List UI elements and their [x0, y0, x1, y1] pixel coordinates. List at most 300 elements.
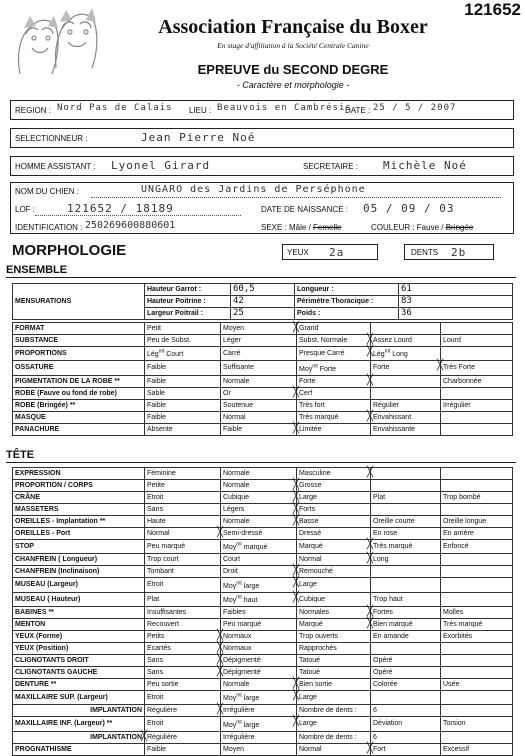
tete-row-label: MENTON	[13, 618, 145, 630]
ensemble-option-cell[interactable]: Moyen	[221, 323, 297, 335]
dents-label: DENTS	[411, 248, 439, 257]
tete-row-label: CLIGNOTANTS GAUCHE	[13, 666, 145, 678]
tete-option-cell[interactable]: Dressé	[297, 528, 371, 540]
check-mark-icon: ╳	[367, 553, 374, 565]
tete-option-cell[interactable]	[441, 578, 513, 592]
tete-option-cell[interactable]	[371, 480, 441, 492]
ensemble-option-cell[interactable]: Sable	[145, 387, 221, 399]
tete-option-cell[interactable]: Plat	[145, 592, 221, 606]
ensemble-option-cell[interactable]: Forte	[297, 375, 371, 387]
tete-row-label: CRÂNE	[13, 492, 145, 504]
tete-row	[13, 666, 513, 678]
tete-option-cell[interactable]: Large ╳	[297, 717, 371, 731]
tete-option-cell[interactable]: Moy$^{mt}$ large	[221, 717, 297, 731]
tete-option-cell[interactable]: Nombre de dents :	[297, 705, 371, 717]
boxer-logo-icon	[12, 4, 104, 80]
tete-option-cell[interactable]: Normaux ╳	[221, 642, 297, 654]
tete-option-cell[interactable]: Féminine	[145, 468, 221, 480]
ensemble-option-cell[interactable]: Presque Carré	[297, 347, 371, 361]
tete-option-cell[interactable]: Etroit	[145, 492, 221, 504]
check-mark-icon: ╳	[293, 677, 300, 689]
secretaire-value[interactable]: Michèle Noé	[383, 159, 467, 172]
tete-row	[13, 678, 513, 690]
tete-option-cell[interactable]	[371, 504, 441, 516]
tete-option-cell[interactable]	[367, 467, 441, 480]
ensemble-option-cell[interactable]: Or	[221, 387, 297, 399]
tete-option-cell[interactable]: Recouvert	[145, 618, 221, 630]
tete-row-label: EXPRESSION	[13, 468, 145, 480]
check-mark-icon: ╳	[141, 730, 148, 742]
tete-row	[13, 578, 513, 592]
mensurations-label: MENSURATIONS	[13, 284, 145, 320]
tete-option-cell[interactable]: Fortes ╳	[371, 606, 441, 618]
tete-row-label: IMPLANTATION	[13, 705, 145, 717]
ensemble-option-cell[interactable]: Lourd	[441, 335, 513, 347]
identification-label: IDENTIFICATION :	[15, 223, 83, 232]
tete-option-cell[interactable]	[371, 566, 441, 578]
date-label: DATE :	[345, 106, 371, 115]
ensemble-option-cell[interactable]: Cerf ╳	[297, 387, 371, 399]
tete-row	[13, 528, 513, 540]
tete-option-cell[interactable]: Grosse ╳	[297, 480, 371, 492]
check-mark-icon: ╳	[293, 322, 300, 333]
tete-option-cell[interactable]: Opéré	[371, 666, 441, 678]
tete-row	[13, 654, 513, 666]
tete-row-label: PROPORTION / CORPS	[13, 480, 145, 492]
check-mark-icon: ╳	[217, 527, 224, 538]
tete-option-cell[interactable]	[441, 690, 513, 704]
tete-option-cell[interactable]: Etroit	[145, 717, 221, 731]
tete-option-cell[interactable]	[441, 654, 513, 666]
identification-value[interactable]: 250269600880601	[85, 220, 176, 231]
ensemble-option-cell[interactable]: Faible	[145, 361, 221, 375]
morphologie-title: MORPHOLOGIE	[12, 242, 127, 259]
check-mark-icon: ╳	[293, 479, 300, 490]
tete-option-cell[interactable]: Bien sortie ╳	[297, 678, 371, 690]
tete-option-cell[interactable]	[441, 705, 513, 717]
longueur-value[interactable]: 61	[399, 284, 513, 296]
ensemble-option-cell[interactable]: Très fort	[297, 399, 371, 411]
ensemble-option-cell[interactable]: Normale	[221, 375, 297, 387]
ensemble-option-cell[interactable]: Soutenue	[221, 399, 297, 411]
tete-option-cell[interactable]: Plat	[371, 492, 441, 504]
ensemble-option-cell[interactable]: Absente	[145, 423, 221, 435]
ensemble-row-label: OSSATURE	[13, 361, 145, 375]
tete-option-cell[interactable]: Etroit	[145, 578, 221, 592]
ensemble-option-cell[interactable]: Faible	[145, 411, 221, 423]
document-number: 121652	[464, 0, 521, 19]
ensemble-option-cell[interactable]: Irrégulier	[441, 399, 513, 411]
tete-option-cell[interactable]	[441, 480, 513, 492]
tete-row	[13, 516, 513, 528]
tete-option-cell[interactable]	[441, 731, 513, 743]
ensemble-row-label: PANACHURE	[13, 423, 145, 435]
dents-value[interactable]: 2b	[451, 246, 467, 259]
tete-option-cell[interactable]: Tombant	[145, 566, 221, 578]
tete-row-label: MUSEAU (Largeur)	[13, 578, 145, 592]
date-value[interactable]: 25 / 5 / 2007	[373, 103, 457, 113]
tete-option-cell[interactable]: Opéré	[371, 654, 441, 666]
tete-option-cell[interactable]: Moy$^{mt}$ haut	[221, 592, 297, 606]
nom-chien-value[interactable]: UNGARO des Jardins de Perséphone	[141, 184, 366, 195]
sexe-femelle-struck: Femelle	[313, 223, 342, 232]
tete-option-cell[interactable]: Faibles	[221, 606, 297, 618]
tete-option-cell[interactable]: Déviation	[371, 717, 441, 731]
tete-option-cell[interactable]: Petits	[145, 630, 221, 642]
tete-option-cell[interactable]: Moy$^{mt}$ large	[221, 578, 297, 592]
check-mark-icon: ╳	[293, 503, 300, 514]
ensemble-option-cell[interactable]	[441, 387, 513, 399]
ensemble-option-cell[interactable]: Faible	[145, 375, 221, 387]
ensemble-option-cell[interactable]: Moy$^{mt}$ Forte	[297, 361, 371, 375]
check-mark-icon: ╳	[367, 346, 374, 357]
ensemble-row	[13, 387, 513, 399]
ensemble-row	[13, 323, 513, 335]
exam-title: EPREUVE du SECOND DEGRE	[197, 62, 389, 77]
tete-option-cell[interactable]: Normale	[221, 468, 297, 480]
tete-option-cell[interactable]: Peu marqué	[221, 618, 297, 630]
tete-option-cell[interactable]: Cubique	[221, 492, 297, 504]
ensemble-row	[13, 335, 513, 347]
tete-heading: TÊTE	[6, 449, 35, 461]
mensurations-table	[12, 283, 513, 320]
hauteur-garrot-value[interactable]: 60,5	[231, 284, 295, 296]
tete-option-cell[interactable]: Long ╳	[371, 554, 441, 566]
ensemble-option-cell[interactable]: Lég$^{mt}$ Long ╳	[371, 347, 441, 361]
tete-option-cell[interactable]: Normaux ╳	[221, 630, 297, 642]
ensemble-option-cell[interactable]: Carré	[221, 347, 297, 361]
date-naissance-value[interactable]: 05 / 09 / 03	[363, 202, 455, 215]
perimetre-value[interactable]: 83	[399, 296, 513, 308]
tete-option-cell[interactable]	[441, 666, 513, 678]
tete-option-cell[interactable]: Normale	[221, 480, 297, 492]
tete-option-cell[interactable]: Basse ╳	[297, 516, 371, 528]
check-mark-icon: ╳	[293, 422, 300, 434]
tete-option-cell[interactable]: Large ╳	[297, 578, 371, 592]
check-mark-icon: ╳	[217, 665, 224, 677]
lieu-value[interactable]: Beauvois en Cambrésis	[217, 103, 352, 113]
ensemble-option-cell[interactable]: Forte	[371, 361, 441, 375]
tete-row	[13, 554, 513, 566]
tete-option-cell[interactable]: Bien marqué ╳	[371, 618, 441, 630]
tete-option-cell[interactable]: Sans	[145, 654, 221, 666]
exam-subtitle: - Caractère et morphologie -	[236, 80, 350, 90]
tete-row-label: OREILLES - Port	[13, 528, 145, 540]
tete-option-cell[interactable]: Normal	[297, 743, 371, 755]
tete-option-cell[interactable]: Molles	[441, 606, 513, 618]
ensemble-row	[13, 375, 513, 387]
tete-option-cell[interactable]	[371, 690, 441, 704]
tete-option-cell[interactable]	[441, 642, 513, 654]
tete-row-label: MASSETERS	[13, 504, 145, 516]
tete-option-cell[interactable]: Excessif	[441, 743, 513, 755]
tete-option-cell[interactable]: Etroit	[145, 690, 221, 704]
tete-option-cell[interactable]: En amande	[371, 630, 441, 642]
ensemble-option-cell[interactable]: Très marqué	[297, 411, 371, 423]
tete-option-cell[interactable]: Large ╳	[297, 492, 371, 504]
check-mark-icon: ╳	[293, 515, 300, 526]
tete-row	[13, 566, 513, 578]
ensemble-option-cell[interactable]: Peu de Subst.	[145, 335, 221, 347]
yeux-box	[282, 244, 378, 260]
tete-option-cell[interactable]: Torsion	[441, 717, 513, 731]
tete-option-cell[interactable]: Masculine	[297, 468, 371, 480]
tete-option-cell[interactable]: Fort ╳	[371, 743, 441, 755]
tete-option-cell[interactable]: Sans	[145, 504, 221, 516]
ensemble-row-label: ROBE (Fauve ou fond de robe)	[13, 387, 145, 399]
ensemble-option-cell[interactable]: Faible	[221, 423, 297, 435]
tete-option-cell[interactable]: Large ╳	[297, 690, 371, 704]
tete-option-cell[interactable]	[441, 592, 513, 606]
ensemble-option-cell[interactable]: Régulier	[371, 399, 441, 411]
tete-row-label: YEUX (Position)	[13, 642, 145, 654]
tete-row-label: MAXILLAIRE SUP. (Largeur)	[13, 690, 145, 704]
tete-option-cell[interactable]: Normale	[221, 516, 297, 528]
ensemble-option-cell[interactable]: Envahissant ╳	[371, 411, 441, 423]
tete-row	[13, 690, 513, 704]
selectionneur-value[interactable]: Jean Pierre Noé	[141, 131, 256, 144]
tete-option-cell[interactable]	[441, 554, 513, 566]
region-label: REGION :	[15, 106, 52, 115]
tete-option-cell[interactable]: Nombre de dents :	[297, 731, 371, 743]
association-subtitle: En stage d'affiliation à la Société Centrale Canine	[217, 41, 369, 50]
check-mark-icon: ╳	[293, 716, 300, 728]
tete-row	[13, 606, 513, 618]
ensemble-option-cell[interactable]: Petit	[145, 323, 221, 335]
lof-value[interactable]: 121652 / 18189	[67, 202, 174, 215]
check-mark-icon: ╳	[367, 742, 374, 754]
check-mark-icon: ╳	[437, 360, 444, 372]
selectionneur-label: SELECTIONNEUR :	[15, 134, 88, 143]
tete-option-cell[interactable]: Normales	[297, 606, 371, 618]
check-mark-icon: ╳	[367, 605, 374, 617]
tete-option-cell[interactable]: Tatoué	[297, 666, 371, 678]
tete-option-cell[interactable]: Semi-dressé ╳	[221, 528, 297, 540]
check-mark-icon: ╳	[293, 689, 300, 701]
tete-option-cell[interactable]: Légers	[221, 504, 297, 516]
tete-option-cell[interactable]: 6	[371, 731, 441, 743]
tete-option-cell[interactable]: Marqué	[297, 618, 371, 630]
tete-option-cell[interactable]	[371, 578, 441, 592]
tete-row-label: PROGNATHISME	[13, 743, 145, 755]
tete-option-cell[interactable]: Très marqué ╳	[371, 540, 441, 554]
tete-option-cell[interactable]: Dépigmenté ╳	[221, 666, 297, 678]
dog-identification-box	[10, 182, 514, 234]
tete-option-cell[interactable]: Très marqué	[441, 618, 513, 630]
tete-row	[13, 717, 513, 731]
ensemble-option-cell[interactable]	[441, 347, 513, 361]
check-mark-icon: ╳	[217, 641, 224, 653]
association-title: Association Française du Boxer	[158, 16, 428, 38]
tete-option-cell[interactable]: Cubique ╳	[297, 592, 371, 606]
tete-option-cell[interactable]	[441, 468, 513, 480]
tete-option-cell[interactable]: Normale	[221, 678, 297, 690]
longueur-label: Longueur :	[295, 284, 399, 296]
tete-option-cell[interactable]: Sans	[145, 666, 221, 678]
largeur-poitrail-value[interactable]: 25	[231, 308, 295, 320]
yeux-value[interactable]: 2a	[329, 246, 345, 259]
tete-option-cell[interactable]	[441, 504, 513, 516]
ensemble-option-cell[interactable]: Suffisante	[221, 361, 297, 375]
ensemble-option-cell[interactable]: Subst. Normale	[297, 335, 371, 347]
tete-row-label: BABINES **	[13, 606, 145, 618]
tete-option-cell[interactable]: Moy$^{mt}$ marqué	[221, 540, 297, 554]
tete-option-cell[interactable]: Peu sortie	[145, 678, 221, 690]
tete-row-label: YEUX (Forme)	[13, 630, 145, 642]
homme-secretaire-box	[10, 156, 514, 176]
tete-option-cell[interactable]: Trop bombé	[441, 492, 513, 504]
ensemble-option-cell[interactable]: Normal	[221, 411, 297, 423]
tete-option-cell[interactable]: Trop ouverts	[297, 630, 371, 642]
hauteur-poitrine-value[interactable]: 42	[231, 296, 295, 308]
largeur-poitrail-label: Largeur Poitrail :	[145, 308, 231, 320]
ensemble-option-cell[interactable]	[371, 323, 441, 335]
couleur-bringee-struck: Bringée	[445, 223, 474, 232]
tete-row-label: MAXILLAIRE INF. (Largeur) **	[13, 717, 145, 731]
selectionneur-box	[10, 128, 514, 148]
dents-box	[404, 244, 494, 260]
tete-row-label: DENTURE **	[13, 678, 145, 690]
check-mark-icon: ╳	[293, 565, 300, 577]
homme-assistant-label: HOMME ASSISTANT :	[15, 162, 96, 171]
tete-option-cell[interactable]: Droit	[221, 566, 297, 578]
tete-option-cell[interactable]: Forts ╳	[297, 504, 371, 516]
perimetre-label: Périmètre Thoracique :	[295, 296, 399, 308]
tete-option-cell[interactable]: Exorbités	[441, 630, 513, 642]
ensemble-row-label: FORMAT	[13, 323, 145, 335]
tete-row	[13, 480, 513, 492]
tete-option-cell[interactable]: Haute	[145, 516, 221, 528]
hauteur-garrot-label: Hauteur Garrot :	[145, 284, 231, 296]
ensemble-option-cell[interactable]	[441, 423, 513, 435]
date-naissance-label: DATE DE NAISSANCE :	[261, 205, 348, 214]
check-mark-icon: ╳	[293, 386, 300, 398]
tete-row-label: MUSEAU ( Hauteur)	[13, 592, 145, 606]
tete-option-cell[interactable]: Trop court	[145, 554, 221, 566]
tete-row-label: IMPLANTATION	[13, 731, 145, 743]
tete-option-cell[interactable]: Dépigmenté ╳	[221, 654, 297, 666]
tete-option-cell[interactable]: Trop haut	[371, 592, 441, 606]
ensemble-row-label: PIGMENTATION DE LA ROBE **	[13, 375, 145, 387]
ensemble-row-label: SUBSTANCE	[13, 335, 145, 347]
tete-option-cell[interactable]: Enfoncé	[441, 540, 513, 554]
tete-option-cell[interactable]: Court	[221, 554, 297, 566]
tete-row	[13, 492, 513, 504]
tete-row	[13, 731, 513, 743]
couleur-label: COULEUR : Fauve / Bringée	[371, 223, 474, 232]
tete-option-cell[interactable]: Tatoué	[297, 654, 371, 666]
ensemble-option-cell[interactable]: Limitée ╳	[297, 423, 371, 435]
ensemble-option-cell[interactable]: Charbonnée	[441, 375, 513, 387]
tete-row-label: STOP	[13, 540, 145, 554]
check-mark-icon: ╳	[367, 539, 374, 550]
ensemble-option-cell[interactable]: Envahissante	[371, 423, 441, 435]
secretaire-label: SECRETAIRE :	[303, 162, 358, 171]
tete-option-cell[interactable]: Régulière ╳	[145, 731, 221, 743]
tete-option-cell[interactable]	[371, 642, 441, 654]
poids-label: Poids :	[295, 308, 399, 320]
ensemble-option-cell[interactable]: Assez Lourd ╳	[371, 335, 441, 347]
ensemble-option-cell[interactable]	[441, 411, 513, 423]
tete-option-cell[interactable]: Marqué	[297, 540, 371, 554]
check-mark-icon: ╳	[367, 467, 374, 478]
ensemble-row-label: PROPORTIONS	[13, 347, 145, 361]
tete-row-label: OREILLES - Implantation **	[13, 516, 145, 528]
check-mark-icon: ╳	[217, 629, 224, 641]
tete-option-cell[interactable]	[441, 566, 513, 578]
tete-option-cell[interactable]: Moyen	[221, 743, 297, 755]
ensemble-option-cell[interactable]: Léger	[221, 335, 297, 347]
ensemble-option-cell[interactable]	[367, 374, 441, 387]
tete-option-cell[interactable]: Usée	[441, 678, 513, 690]
tete-option-cell[interactable]: En rose	[371, 528, 441, 540]
tete-row	[13, 618, 513, 630]
tete-row	[13, 504, 513, 516]
tete-option-cell[interactable]: Irrégulière ╳	[221, 705, 297, 717]
tete-row	[13, 642, 513, 654]
tete-option-cell[interactable]: En arrière	[441, 528, 513, 540]
tete-row-label: CHANFREIN (Inclinaison)	[13, 566, 145, 578]
lieu-label: LIEU :	[189, 106, 212, 115]
tete-option-cell[interactable]: 6	[371, 705, 441, 717]
tete-option-cell[interactable]: Régulière	[145, 705, 221, 717]
check-mark-icon: ╳	[367, 374, 374, 386]
tete-option-cell[interactable]: Insuffisantes	[145, 606, 221, 618]
ensemble-option-cell[interactable]: Lég$^{mt}$ Court	[145, 347, 221, 361]
tete-option-cell[interactable]: Irrégulière	[221, 731, 297, 743]
ensemble-option-cell[interactable]: Grand ╳	[297, 323, 371, 335]
homme-assistant-value[interactable]: Lyonel Girard	[111, 159, 211, 172]
check-mark-icon: ╳	[293, 591, 300, 603]
check-mark-icon: ╳	[293, 491, 300, 502]
ensemble-row-label: ROBE (Bringée) **	[13, 399, 145, 411]
tete-option-cell[interactable]: Oreille courte	[371, 516, 441, 528]
tete-option-cell[interactable]: Peu marqué	[145, 540, 221, 554]
tete-option-cell[interactable]: Colorée	[371, 678, 441, 690]
ensemble-table	[12, 322, 513, 436]
ensemble-row	[13, 347, 513, 361]
tete-option-cell[interactable]: Normal	[297, 554, 371, 566]
check-mark-icon: ╳	[217, 653, 224, 665]
tete-option-cell[interactable]: Rapprochés	[297, 642, 371, 654]
tete-option-cell[interactable]: Normal	[145, 528, 221, 540]
ensemble-option-cell[interactable]: Faible	[145, 399, 221, 411]
check-mark-icon: ╳	[367, 410, 374, 422]
tete-row	[13, 540, 513, 554]
region-lieu-date-box	[10, 100, 514, 120]
ensemble-option-cell[interactable]	[441, 323, 513, 335]
tete-row	[13, 630, 513, 642]
nom-chien-label: NOM DU CHIEN :	[15, 187, 79, 196]
hauteur-poitrine-label: Hauteur Poitrine :	[145, 296, 231, 308]
tete-option-cell[interactable]: Faible	[145, 743, 221, 755]
ensemble-option-cell[interactable]	[371, 387, 441, 399]
ensemble-row-label: MASQUE	[13, 411, 145, 423]
region-value[interactable]: Nord Pas de Calais	[57, 103, 173, 113]
poids-value[interactable]: 36	[399, 308, 513, 320]
ensemble-row	[13, 399, 513, 411]
tete-option-cell[interactable]: Petite	[145, 480, 221, 492]
check-mark-icon: ╳	[367, 334, 374, 345]
sexe-label: SEXE : Mâle / Femelle	[261, 223, 342, 232]
check-mark-icon: ╳	[293, 577, 300, 589]
ensemble-option-cell[interactable]: Très Forte ╳	[441, 361, 513, 375]
check-mark-icon: ╳	[367, 617, 374, 629]
tete-option-cell[interactable]: Remouché ╳	[297, 566, 371, 578]
tete-option-cell[interactable]: Oreille longue	[441, 516, 513, 528]
tete-option-cell[interactable]: Ecartés	[145, 642, 221, 654]
tete-option-cell[interactable]: Moy$^{mt}$ large	[221, 690, 297, 704]
